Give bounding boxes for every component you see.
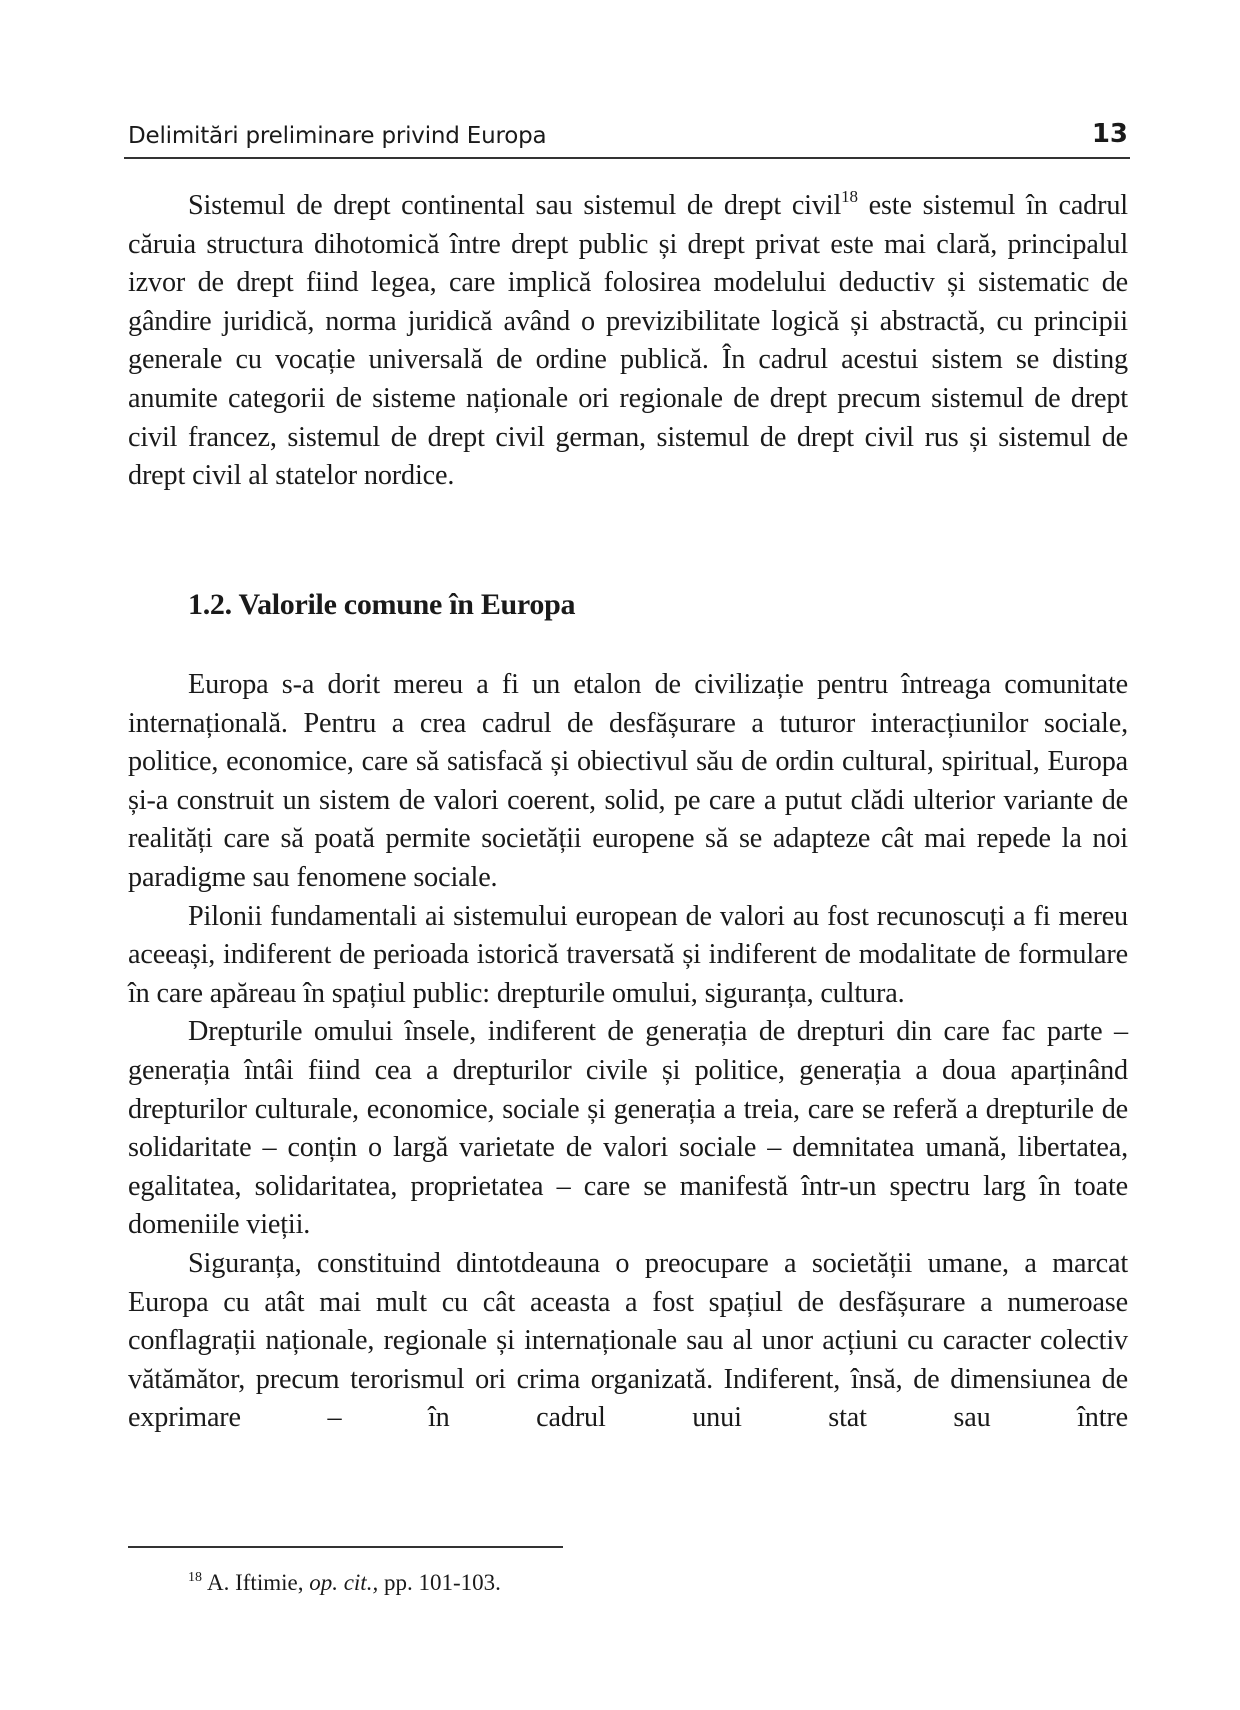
footnote-reference[interactable]: 18: [841, 187, 858, 206]
footnote-number: 18: [188, 1570, 202, 1585]
paragraph: Europa s-a dorit mereu a fi un etalon de civilizație pentru întreaga comunitate internațională. Pentru a crea cadrul de desfășurare a tuturor interacțiunilor sociale, politice, economice, care să satisfacă și obiectivul său de ordin cultural, spiritual, Europa și-a construit un sistem de valori coerent, solid, pe care a putut clădi ulterior variante de realități care să poată permite societății europene să se adapteze cât mai repede la noi paradigme sau fenomene sociale.: [128, 669, 1128, 893]
running-header: [128, 117, 1128, 157]
paragraph: [128, 187, 1128, 496]
page-number: 13: [1091, 119, 1128, 149]
paragraph: Pilonii fundamentali ai sistemului european de valori au fost recunoscuți a fi mereu aceeași, indiferent de perioada istorică traversată și indiferent de modalitate de formulare în care apăreau în spațiul public: drepturile omului, siguranța, cultura.: [128, 900, 1128, 1009]
paragraph: Drepturile omului însele, indiferent de generația de drepturi din care fac parte – generația întâi fiind cea a drepturilor civile și politice, generația a doua aparținând drepturilor culturale, economice, sociale și generația a treia, care se referă a drepturile de solidaritate – conțin o largă varietate de valori sociale – demnitatea umană, libertatea, egalitatea, solidaritatea, proprietatea – care se manifestă într-un spectru larg în toate domeniile vieții.: [128, 1016, 1128, 1241]
footnote-pages: pp. 101-103.: [378, 1570, 501, 1595]
footnote-author: A. Iftimie,: [207, 1570, 310, 1595]
paragraph: Siguranța, constituind dintotdeauna o preocupare a societății umane, a marcat Europa cu atât mai mult cu cât aceasta a fost spațiul de desfășurare a numeroase conflagrații naționale, regionale și internaționale sau al unor acțiuni cu caracter colectiv vătămător, precum terorismul ori crima organizată. Indiferent, însă, de dimensiunea de exprimare – în cadrul unui stat sau între: [128, 1247, 1128, 1434]
section-heading: 1.2. Valorile comune în Europa: [188, 588, 576, 621]
header-divider: [124, 157, 1130, 159]
paragraph-text: este sistemul în cadrul căruia structura dihotomică între drept public și drept privat este mai clară, principalul izvor de drept fiind legea, care implică folosirea modelului deductiv și sistematic de gândire juridică, norma juridică având o previzibilitate logică și abstractă, cu principii generale cu vocație universală de ordine publică. În cadrul acestui sistem se disting anumite categorii de sisteme naționale ori regionale de drept precum sistemul de drept civil francez, sistemul de drept civil german, sistemul de drept civil rus și sistemul de drept civil al statelor nordice.: [128, 190, 1128, 492]
footnote-divider: [128, 1546, 563, 1548]
running-header-title: Delimitări preliminare privind Europa: [128, 123, 547, 149]
section-1-body: [128, 187, 1128, 496]
footnote: [188, 1568, 501, 1598]
paragraph-text: Sistemul de drept continental sau sistemul de drept civil: [188, 190, 842, 221]
footnote-citation-italic: op. cit.,: [309, 1570, 379, 1595]
section-2-body: [128, 666, 1128, 1438]
